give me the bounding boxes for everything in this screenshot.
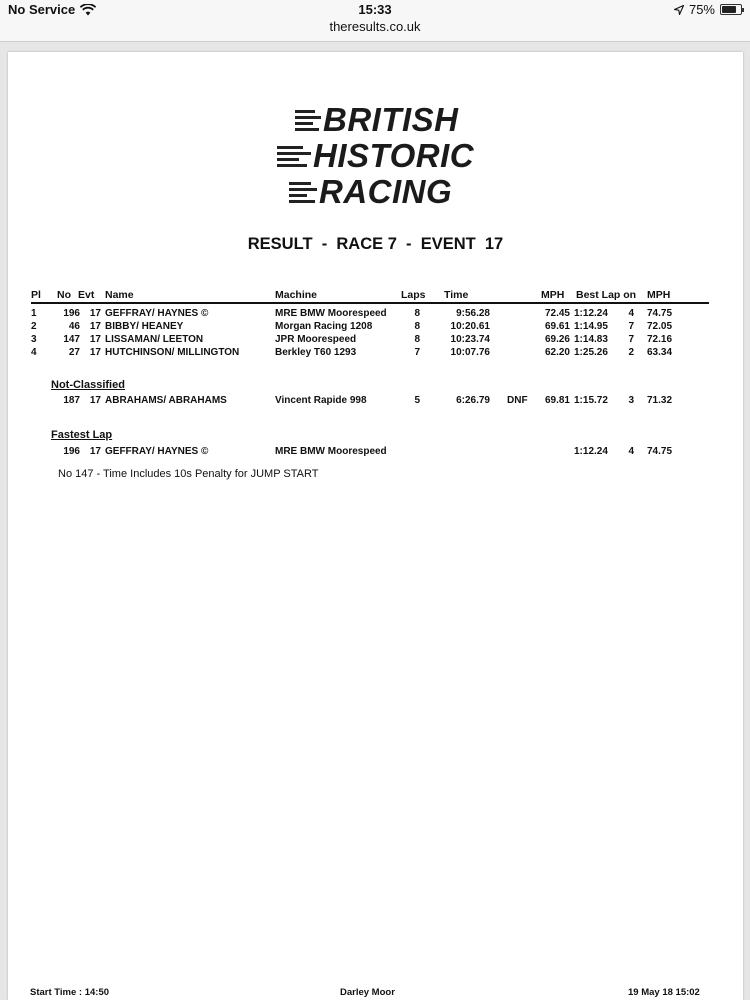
result-row-best-mph: 72.16 <box>647 334 673 345</box>
not-classified-row-name: ABRAHAMS/ ABRAHAMS <box>105 395 227 406</box>
result-row-machine: MRE BMW Moorespeed <box>275 308 387 319</box>
result-row-on: 2 <box>628 347 634 358</box>
clock: 15:33 <box>358 2 392 17</box>
result-row-machine: Morgan Racing 1208 <box>275 321 373 332</box>
header-rule <box>31 302 709 304</box>
result-row-laps: 7 <box>414 347 420 358</box>
fastest-lap-row-machine: MRE BMW Moorespeed <box>275 446 387 457</box>
result-row-laps: 8 <box>414 308 420 319</box>
col-header-time: Time <box>444 289 469 301</box>
col-header-name: Name <box>105 289 134 301</box>
result-row-mph: 69.26 <box>544 334 570 345</box>
logo-word-3: RACING <box>319 173 453 210</box>
battery-icon <box>720 4 742 15</box>
fastest-lap-heading: Fastest Lap <box>51 429 113 441</box>
result-row-best-lap: 1:14.83 <box>574 334 608 345</box>
not-classified-row-status: DNF <box>507 395 528 406</box>
result-row-on: 7 <box>628 321 634 332</box>
not-classified-heading: Not-Classified <box>51 379 125 391</box>
result-row-best-mph: 72.05 <box>647 321 673 332</box>
result-row-no: 46 <box>68 321 80 332</box>
fastest-lap-row-name: GEFFRAY/ HAYNES © <box>105 446 209 457</box>
result-row-no: 27 <box>68 347 80 358</box>
fastest-lap-row-best-lap: 1:12.24 <box>574 446 608 457</box>
result-row-time: 9:56.28 <box>456 308 490 319</box>
fastest-lap-row-best-mph: 74.75 <box>647 446 673 457</box>
result-row-best-mph: 63.34 <box>647 347 673 358</box>
footer-printed-date: 19 May 18 15:02 <box>628 987 700 998</box>
result-row-pl: 3 <box>31 334 37 345</box>
result-row-best-lap: 1:25.26 <box>574 347 608 358</box>
logo-word-2: HISTORIC <box>313 137 475 174</box>
system-indicators <box>674 2 742 17</box>
logo-word-1: BRITISH <box>323 101 459 138</box>
not-classified-row-best-mph: 71.32 <box>647 395 673 406</box>
result-row-name: BIBBY/ HEANEY <box>105 321 184 332</box>
result-row-pl: 2 <box>31 321 37 332</box>
fastest-lap-row-on: 4 <box>628 446 634 457</box>
result-row-name: HUTCHINSON/ MILLINGTON <box>105 347 240 358</box>
result-row-mph: 69.61 <box>544 321 570 332</box>
result-row-no: 196 <box>63 308 80 319</box>
url-bar[interactable]: theresults.co.uk <box>329 19 421 34</box>
not-classified-row-best-lap: 1:15.72 <box>574 395 608 406</box>
not-classified-row-no: 187 <box>63 395 80 406</box>
status-bar <box>0 0 750 42</box>
col-header-evt: Evt <box>78 289 95 301</box>
battery-percent: 75% <box>688 2 715 17</box>
location-arrow-icon <box>674 5 684 15</box>
result-row-best-mph: 74.75 <box>647 308 673 319</box>
not-classified-row-time: 6:26.79 <box>456 395 490 406</box>
result-row-time: 10:20.61 <box>450 321 490 332</box>
col-header-best-mph: MPH <box>647 289 671 301</box>
result-row-on: 4 <box>628 308 634 319</box>
col-header-laps: Laps <box>401 289 426 301</box>
not-classified-row-machine: Vincent Rapide 998 <box>275 395 367 406</box>
fastest-lap-row-evt: 17 <box>89 446 101 457</box>
fastest-lap-row-no: 196 <box>63 446 80 457</box>
result-row-pl: 1 <box>31 308 37 319</box>
col-header-pl: Pl <box>31 289 41 301</box>
result-row-time: 10:07.76 <box>450 347 490 358</box>
result-row-evt: 17 <box>89 347 101 358</box>
result-row-pl: 4 <box>31 347 37 358</box>
result-row-machine: Berkley T60 1293 <box>275 347 357 358</box>
result-row-machine: JPR Moorespeed <box>275 334 357 345</box>
results-sheet <box>8 52 743 1000</box>
footer-start-time: Start Time : 14:50 <box>30 987 110 998</box>
result-row-mph: 72.45 <box>544 308 570 319</box>
result-row-evt: 17 <box>89 334 101 345</box>
result-row-evt: 17 <box>89 308 101 319</box>
penalty-note: No 147 - Time Includes 10s Penalty for JUMP START <box>58 468 319 480</box>
result-row-name: LISSAMAN/ LEETON <box>105 334 204 345</box>
col-header-best-lap-on: Best Lap on <box>576 289 637 301</box>
result-row-time: 10:23.74 <box>450 334 490 345</box>
footer-venue: Darley Moor <box>340 987 395 998</box>
col-header-no: No <box>57 289 71 301</box>
carrier-label: No Service <box>8 2 76 17</box>
col-header-mph: MPH <box>541 289 565 301</box>
british-historic-racing-logo <box>273 102 473 214</box>
result-row-evt: 17 <box>89 321 101 332</box>
not-classified-row-mph: 69.81 <box>544 395 570 406</box>
result-row-on: 7 <box>628 334 634 345</box>
result-row-best-lap: 1:12.24 <box>574 308 608 319</box>
col-header-machine: Machine <box>275 289 318 301</box>
result-row-best-lap: 1:14.95 <box>574 321 608 332</box>
result-row-no: 147 <box>63 334 80 345</box>
not-classified-row-evt: 17 <box>89 395 101 406</box>
not-classified-row-on: 3 <box>628 395 634 406</box>
result-row-mph: 62.20 <box>544 347 570 358</box>
result-row-name: GEFFRAY/ HAYNES © <box>105 308 209 319</box>
result-row-laps: 8 <box>414 334 420 345</box>
result-row-laps: 8 <box>414 321 420 332</box>
not-classified-row-laps: 5 <box>414 395 420 406</box>
page-title: RESULT - RACE 7 - EVENT 17 <box>247 235 504 253</box>
